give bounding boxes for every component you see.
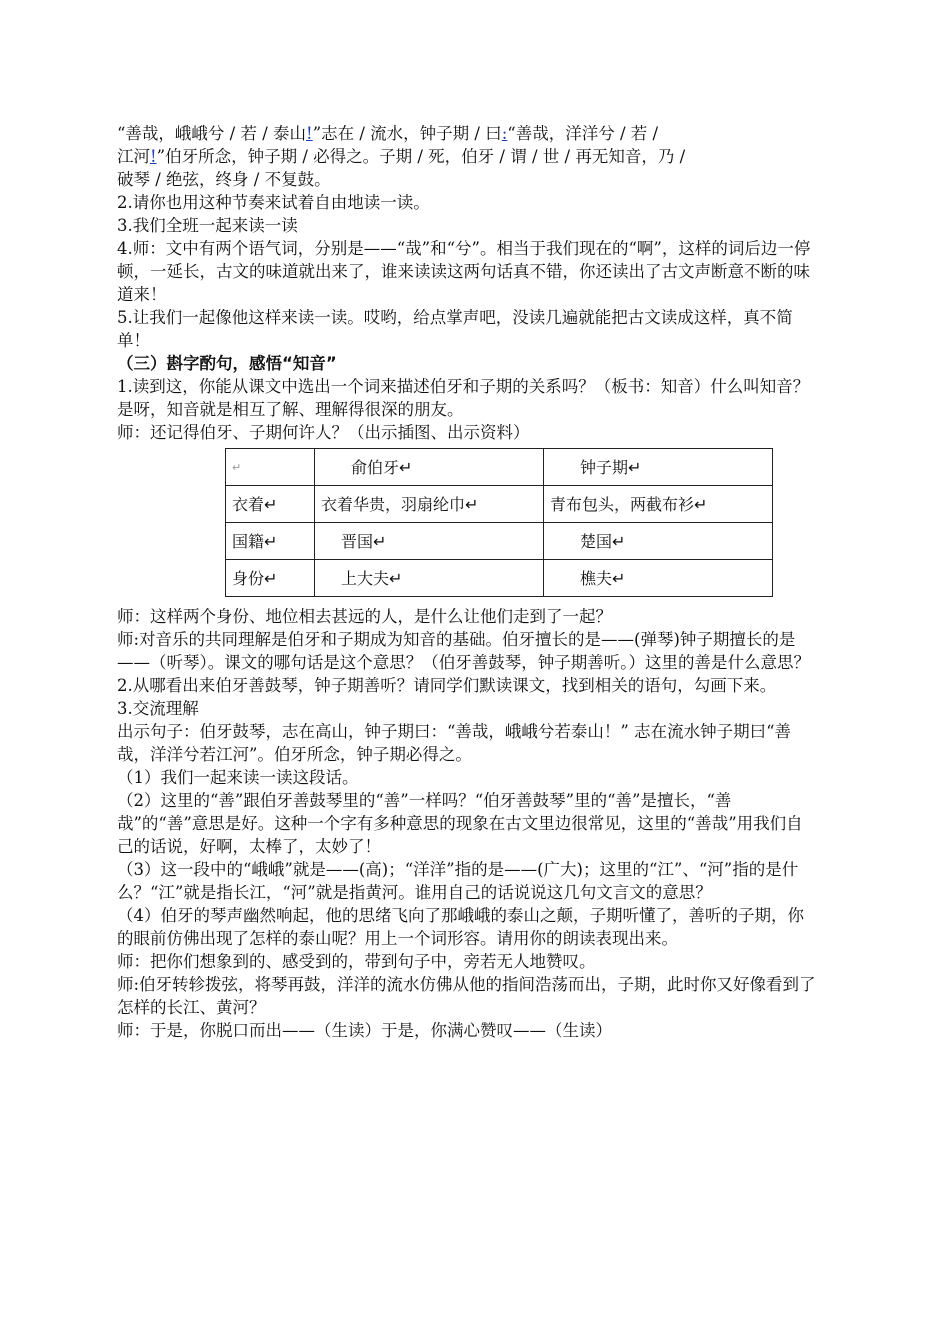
question-1: 1.读到这，你能从课文中选出一个词来描述伯牙和子期的关系吗？（板书：知音）什么叫知音？是呀，知音就是相互了解、理解得很深的朋友。: [117, 377, 810, 419]
table-corner-cell: ↵: [226, 449, 315, 486]
paragraph-2: 2.请你也用这种节奏来试着自由地读一读。: [117, 193, 430, 212]
table-cell: 晋国↵: [315, 523, 544, 560]
step-4: （4）伯牙的琴声幽然响起，他的思绪飞向了那峨峨的泰山之颠，子期听懂了，善听的子期，你的眼前仿佛出现了怎样的泰山呢？用上一个词形容。请用你的朗读表现出来。: [117, 906, 804, 948]
table-row: [226, 560, 773, 597]
table-cell: 上大夫↵: [315, 560, 544, 597]
paragraph-5: 5.让我们一起像他这样来读一读。哎哟，给点掌声吧，没读几遍就能把古文读成这样，真不简单！: [117, 308, 793, 350]
teacher-line-5: 师:伯牙转轸拨弦，将琴再鼓，洋洋的流水仿佛从他的指间浩荡而出，子期，此时你又好像看到了怎样的长江、黄河？: [117, 975, 816, 1017]
document-page: [117, 122, 817, 1042]
question-2: 2.从哪看出来伯牙善鼓琴，钟子期善听？请同学们默读课文，找到相关的语句，勾画下来。: [117, 676, 777, 695]
link-exclaim-1[interactable]: !: [306, 124, 313, 143]
teacher-line-4: 师：把你们想象到的、感受到的，带到句子中，旁若无人地赞叹。: [117, 952, 596, 971]
table-cell: 衣着华贵，羽扇纶巾↵: [315, 486, 544, 523]
paragraph-3: 3.我们全班一起来读一读: [117, 216, 298, 235]
step-3: （3）这一段中的“峨峨”就是——(高)；“洋洋”指的是——(广大)；这里的“江”、“河”指的是什么？“江”就是指长江，“河”就是指黄河。谁用自己的话说说这几句文言文的意思？: [117, 860, 799, 902]
table-cell: 楚国↵: [544, 523, 773, 560]
teacher-line-1: 师：还记得伯牙、子期何许人？（出示插图、出示资料）: [117, 423, 530, 442]
step-1: （1）我们一起来读一读这段话。: [117, 768, 359, 787]
header-ziqi: 钟子期↵: [544, 449, 773, 486]
table-row: [226, 523, 773, 560]
header-boya: 俞伯牙↵: [315, 449, 544, 486]
step-2: （2）这里的“善”跟伯牙善鼓琴里的“善”一样吗？“伯牙善鼓琴”里的“善”是擅长，“善哉”的“善”意思是好。这种一个字有多种意思的现象在古文里边很常见，这里的“善哉”用我们自己的话说，好啊，太棒了，太妙了！: [117, 791, 803, 856]
rhythm-line-1: “善哉，峨峨兮 / 若 / 泰山!”志在 / 流水，钟子期 / 曰:“善哉，洋洋兮 / 若 /: [117, 124, 659, 143]
row-label: 身份↵: [226, 560, 315, 597]
section-heading: （三）斟字酌句，感悟“知音”: [117, 354, 337, 373]
row-label: 国籍↵: [226, 523, 315, 560]
comparison-table: [225, 448, 773, 597]
link-colon[interactable]: :: [501, 124, 508, 143]
teacher-line-3: 师:对音乐的共同理解是伯牙和子期成为知音的基础。伯牙擅长的是——(弹琴)钟子期擅长的是——（听琴）。课文的哪句话是这个意思？（伯牙善鼓琴，钟子期善听。）这里的善是什么意思？: [117, 630, 810, 672]
table-cell: 樵夫↵: [544, 560, 773, 597]
shown-sentence: 出示句子：伯牙鼓琴，志在高山，钟子期曰：“善哉，峨峨兮若泰山！” 志在流水钟子期曰“善哉，洋洋兮若江河”。伯牙所念，钟子期必得之。: [117, 722, 792, 764]
row-label: 衣着↵: [226, 486, 315, 523]
question-3: 3.交流理解: [117, 699, 199, 718]
teacher-line-2: 师：这样两个身份、地位相去甚远的人，是什么让他们走到了一起？: [117, 607, 612, 626]
table-header-row: [226, 449, 773, 486]
rhythm-line-2: 江河!”伯牙所念，钟子期 / 必得之。子期 / 死，伯牙 / 谓 / 世 / 再无知音，乃 /: [117, 147, 686, 166]
teacher-line-6: 师：于是，你脱口而出——（生读）于是，你满心赞叹——（生读）: [117, 1021, 612, 1040]
rhythm-line-3: 破琴 / 绝弦，终身 / 不复鼓。: [117, 170, 331, 189]
link-exclaim-2[interactable]: !: [150, 147, 157, 166]
table-cell: 青布包头，两截布衫↵: [544, 486, 773, 523]
paragraph-4: 4.师：文中有两个语气词，分别是——“哉”和“兮”。相当于我们现在的“啊”，这样的词后边一停顿，一延长，古文的味道就出来了，谁来读读这两句话真不错，你还读出了古文声断意不断的味道来！: [117, 239, 811, 304]
table-row: [226, 486, 773, 523]
